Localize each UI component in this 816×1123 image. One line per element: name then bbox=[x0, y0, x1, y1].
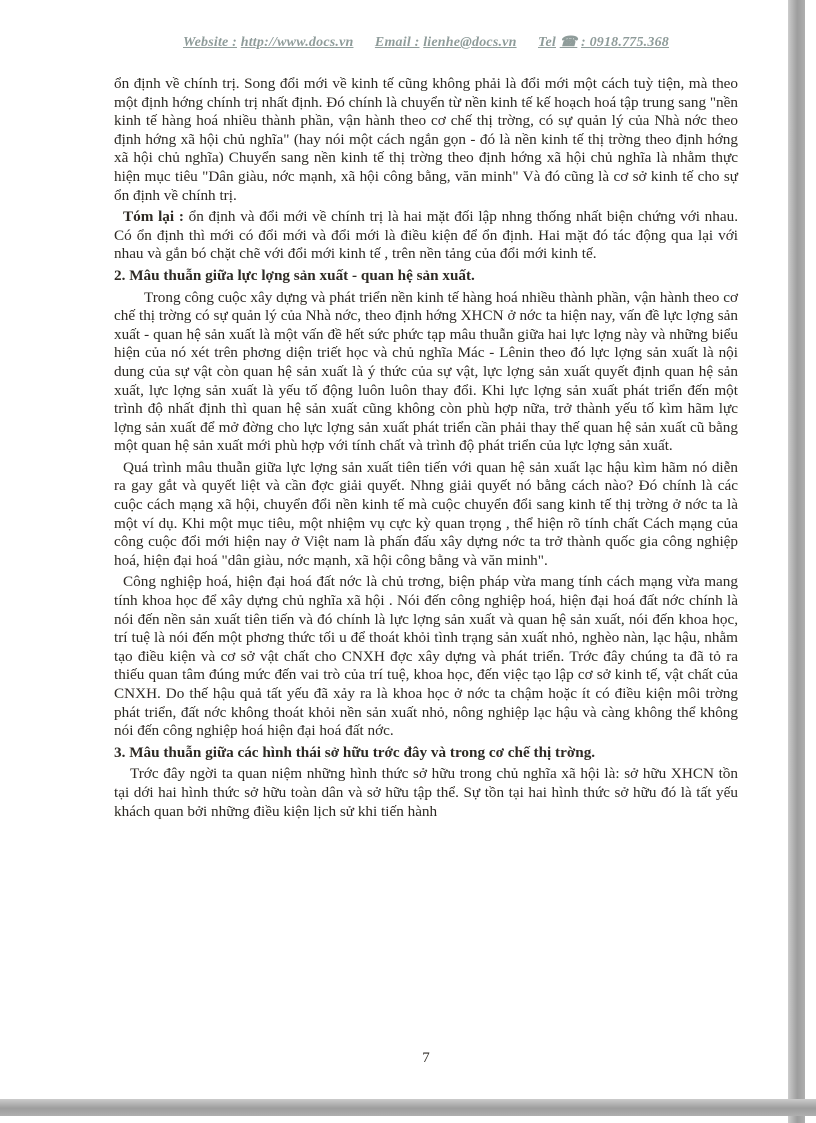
email-link[interactable]: lienhe@docs.vn bbox=[423, 35, 517, 50]
section-heading: 2. Mâu thuẫn giữa lực lợng sản xuất - quan hệ sản xuất. bbox=[114, 266, 475, 284]
vertical-scrollbar[interactable] bbox=[788, 0, 805, 1123]
header-tel-value: : 0918.775.368 bbox=[581, 35, 669, 50]
header-email-label: Email : bbox=[374, 35, 420, 50]
paragraph-lead: Tóm lại : bbox=[123, 208, 189, 226]
document-content bbox=[114, 75, 738, 821]
paragraph: Trớc đây ngời ta quan niệm những hình thức sở hữu trong chủ nghĩa xã hội là: sở hữu XHCN tồn tại dới hai hình thức sở hữu toàn dân và sở hữu tập thể. Sự tồn tại hai hình thức sở hữu đó là tất yếu khách quan bởi những điều kiện lịch sử khi tiến hành bbox=[114, 765, 738, 820]
paragraph: ổn định về chính trị. Song đổi mới về kinh tế cũng không phải là đổi mới một cách tuỳ tiện, mà theo một định hớng chính trị nhất định. Đó chính là chuyển từ nền kinh tế kế hoạch hoá tập trung sang "nền kinh tế hàng hoá nhiều thành phần, vận hành theo cơ chế thị trờng, có sự quản lý của Nhà nớc theo định hớng xã hội chủ nghĩa" (hay nói một cách ngắn gọn - đó là nền kinh tế thị trờng theo định hớng xã hội chủ nghĩa) Chuyển sang nền kinh tế thị trờng theo định hớng xã hội chủ nghĩa là nhằm thực hiện mục tiêu "Dân giàu, nớc mạnh, xã hội công bằng, văn minh" Và đó cũng là cơ sở kinh tế cho sự ổn định về chính trị. bbox=[114, 75, 738, 204]
paragraph: Quá trình mâu thuẫn giữa lực lợng sản xuất tiên tiến với quan hệ sản xuất lạc hậu kìm hãm nó diễn ra gay gắt và quyết liệt và cần đợc giải quyết. Nhng giải quyết nó bằng cách nào? Đó chính là các cuộc cách mạng xã hội, chuyển đổi nền kinh tế mà cuộc chuyển đổi sang kinh tế thị trờng ở nớc ta là một ví dụ. Khi một mục tiêu, một nhiệm vụ cực kỳ quan trọng , thể hiện rõ tính chất Cách mạng của công cuộc đổi mới hiện nay ở Việt nam là phấn đấu xây dựng nớc ta trở thành quốc gia công nghiệp hoá, hiện đại hoá "dân giàu, nớc mạnh, xã hội công bằng và văn minh". bbox=[114, 458, 738, 569]
website-link[interactable]: http://www.docs.vn bbox=[240, 35, 354, 50]
horizontal-scrollbar[interactable] bbox=[0, 1099, 816, 1116]
header-tel-label: Tel bbox=[537, 35, 556, 50]
page-header bbox=[114, 34, 738, 51]
phone-icon: ☎ bbox=[559, 35, 578, 50]
section-heading: 3. Mâu thuẫn giữa các hình thái sở hữu trớc đây và trong cơ chế thị trờng. bbox=[114, 743, 596, 761]
page-number: 7 bbox=[422, 1050, 430, 1066]
header-website-label: Website : bbox=[183, 35, 238, 50]
paragraph: Công nghiệp hoá, hiện đại hoá đất nớc là chủ trơng, biện pháp vừa mang tính cách mạng vừa mang tính khoa học để xây dựng chủ nghĩa xã hội . Nói đến công nghiệp hoá, hiện đại hoá đất nớc chính là nói đến nền sản xuất tiên tiến và đó chính là lực lợng sản xuất và quan hệ sản xuất, nói đến khoa học, trí tuệ là nói đến một phơng thức tối u để thoát khỏi tình trạng sản xuất nhỏ, nghèo nàn, lạc hậu, nhằm tạo điều kiện và cơ sở vật chất cho CNXH đợc xây dựng và phát triển. Trớc đây chúng ta đã tỏ ra thiếu quan tâm đúng mức đến vai trò của trí tuệ, khoa học, đến việc tạo lập cơ sở kinh tế, vật chất của CNXH. Do thế hậu quả tất yếu đã xảy ra là khoa học ở nớc ta chậm hoặc ít có điều kiện môi trờng phát triển, đất nớc không thoát khỏi nền sản xuất nhỏ, nông nghiệp lạc hậu và càng không thể không nói đến công nghiệp hoá hiện đại hoá đất nớc. bbox=[114, 573, 738, 740]
paragraph: Trong công cuộc xây dựng và phát triển nền kinh tế hàng hoá nhiều thành phần, vận hành theo cơ chế thị trờng có sự quản lý của Nhà nớc, theo định hớng XHCN ở nớc ta hiện nay, vấn đề lực lợng sản xuất - quan hệ sản xuất là một vấn đề hết sức phức tạp mâu thuẫn giữa hai lực lợng này và những biểu hiện của nó xét trên phơng diện triết học và chủ nghĩa Mác - Lênin theo đó lực lợng sản xuất là nội dung của sự vật còn quan hệ sản xuất là ý thức của sự vật, lực lợng sản xuất quyết định quan hệ sản xuất, lực lợng sản xuất là yếu tố động luôn luôn thay đổi. Khi lực lợng sản xuất phát triển đến một trình độ nhất định thì quan hệ sản xuất cũng không còn phù hợp nữa, trở thành yếu tố kìm hãm lực lợng sản xuất để mở đờng cho lực lợng sản xuất phát triển cần phải thay thế quan hệ sản xuất cũ bằng một quan hệ sản xuất mới phù hợp với tính chất và trình độ phát triển của lực lợng sản xuất. bbox=[114, 288, 738, 455]
paragraph: Tóm lại : ổn định và đổi mới về chính trị là hai mặt đối lập nhng thống nhất biện chứng với nhau. Có ổn định thì mới có đổi mới và đổi mới là điều kiện để ổn định. Hai mặt đó tác động qua lại với nhau và gắn bó chặt chẽ với đổi mới kinh tế , trên nền tảng của đổi mới kinh tế. bbox=[114, 208, 738, 263]
